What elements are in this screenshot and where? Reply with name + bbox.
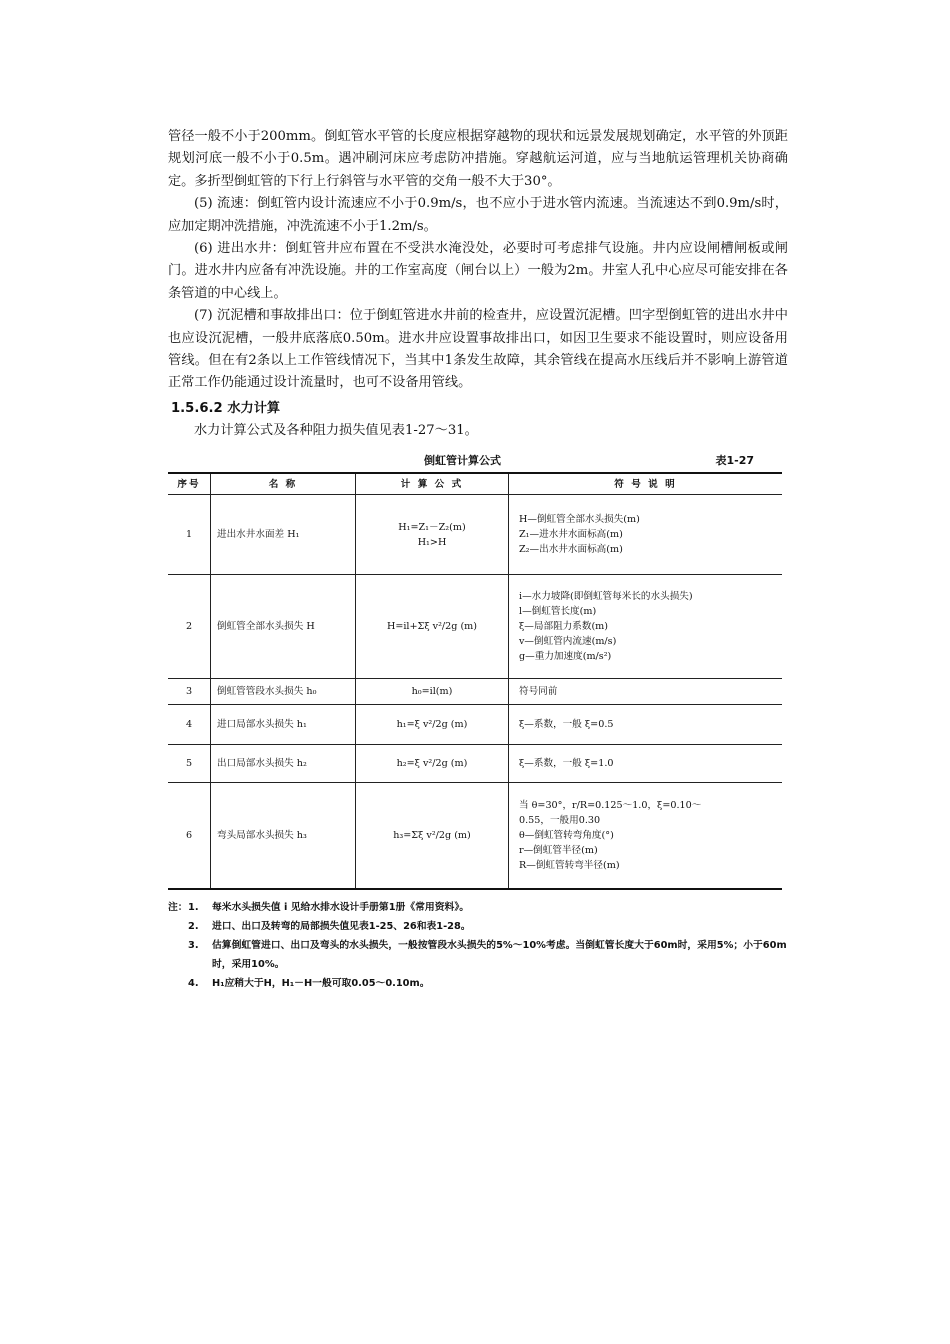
formula-line: h₀=il(m) bbox=[411, 686, 453, 698]
row-name: 进口局部水头损失 h₁ bbox=[211, 705, 356, 745]
symbol-line: R—倒虹管转弯半径(m) bbox=[519, 860, 620, 872]
row-no: 3 bbox=[168, 679, 211, 705]
header-formula: 计 算 公 式 bbox=[356, 473, 509, 495]
header-no: 序号 bbox=[168, 473, 211, 495]
formula-line: h₂=ξ v²/2g (m) bbox=[396, 758, 468, 770]
symbol-line: 符号同前 bbox=[519, 686, 558, 698]
symbol-line: ξ—系数，一般 ξ=1.0 bbox=[519, 758, 614, 770]
table-row bbox=[168, 679, 782, 705]
formula-line: H₁=Z₁－Z₂(m) bbox=[398, 521, 466, 533]
row-name: 进出水井水面差 H₁ bbox=[211, 495, 356, 575]
section-intro: 水力计算公式及各种阻力损失值见表1-27～31。 bbox=[194, 422, 478, 438]
formula-table bbox=[168, 472, 782, 890]
note-text: 进口、出口及转弯的局部损失值见表1-25、26和表1-28。 bbox=[212, 920, 471, 932]
table-row bbox=[168, 783, 782, 889]
table-row bbox=[168, 745, 782, 783]
row-no: 4 bbox=[168, 705, 211, 745]
row-formula bbox=[356, 745, 509, 783]
row-no: 5 bbox=[168, 745, 211, 783]
header-name: 名 称 bbox=[211, 473, 356, 495]
row-symbols bbox=[509, 783, 783, 889]
note-item bbox=[168, 936, 788, 974]
row-symbols bbox=[509, 705, 783, 745]
symbol-line: r—倒虹管半径(m) bbox=[519, 845, 598, 857]
row-symbols bbox=[509, 679, 783, 705]
note-item bbox=[168, 974, 788, 993]
symbol-line: Z₂—出水井水面标高(m) bbox=[519, 544, 623, 556]
table-row bbox=[168, 705, 782, 745]
row-no: 6 bbox=[168, 783, 211, 889]
header-symbols: 符 号 说 明 bbox=[509, 473, 783, 495]
symbol-line: g—重力加速度(m/s²) bbox=[519, 651, 612, 663]
note-number: 3. bbox=[188, 939, 199, 951]
row-formula bbox=[356, 705, 509, 745]
note-text: 每米水头损失值 i 见给水排水设计手册第1册《常用资料》。 bbox=[212, 901, 470, 913]
formula-line: h₁=ξ v²/2g (m) bbox=[396, 719, 468, 731]
row-name: 倒虹管管段水头损失 h₀ bbox=[211, 679, 356, 705]
symbol-line: ξ—局部阻力系数(m) bbox=[519, 621, 609, 633]
note-number: 4. bbox=[188, 977, 199, 989]
row-formula bbox=[356, 495, 509, 575]
page-content bbox=[168, 126, 788, 993]
row-symbols bbox=[509, 745, 783, 783]
note-item bbox=[168, 898, 788, 917]
table-row bbox=[168, 575, 782, 679]
table-caption bbox=[168, 450, 788, 472]
row-no: 1 bbox=[168, 495, 211, 575]
paragraph-velocity: (5) 流速：倒虹管内设计流速应不小于0.9m/s，也不应小于进水管内流速。当流速达不到0.9m/s时，应加定期冲洗措施，冲洗流速不小于1.2m/s。 bbox=[168, 196, 788, 234]
paragraph-wells: (6) 进出水井：倒虹管井应布置在不受洪水淹没处，必要时可考虑排气设施。井内应设闸槽闸板或闸门。进水井内应备有冲洗设施。井的工作室高度（闸台以上）一般为2m。井室人孔中心应尽可能安排在各条管道的中心线上。 bbox=[168, 241, 788, 301]
notes-label: 注： bbox=[168, 901, 188, 913]
symbol-line: v—倒虹管内流速(m/s) bbox=[519, 636, 617, 648]
symbol-line: 0.55，一般用0.30 bbox=[519, 815, 601, 827]
row-name: 出口局部水头损失 h₂ bbox=[211, 745, 356, 783]
row-no: 2 bbox=[168, 575, 211, 679]
row-formula bbox=[356, 679, 509, 705]
formula-line: H=il+Σξ v²/2g (m) bbox=[386, 621, 478, 633]
row-symbols bbox=[509, 575, 783, 679]
symbol-line: ξ—系数，一般 ξ=0.5 bbox=[519, 719, 614, 731]
symbol-line: H—倒虹管全部水头损失(m) bbox=[519, 514, 640, 526]
row-formula bbox=[356, 783, 509, 889]
note-text: H₁应稍大于H，H₁－H一般可取0.05～0.10m。 bbox=[212, 977, 430, 989]
symbol-line: i—水力坡降(即倒虹管每米长的水头损失) bbox=[519, 591, 693, 603]
formula-line: h₃=Σξ v²/2g (m) bbox=[393, 830, 471, 842]
symbol-line: 当 θ=30°，r/R=0.125～1.0，ξ=0.10～ bbox=[519, 800, 702, 812]
formula-line: H₁>H bbox=[417, 536, 447, 548]
row-name: 倒虹管全部水头损失 H bbox=[211, 575, 356, 679]
row-name: 弯头局部水头损失 h₃ bbox=[211, 783, 356, 889]
table-row bbox=[168, 495, 782, 575]
table-notes bbox=[168, 898, 788, 993]
symbol-line: θ—倒虹管转弯角度(°) bbox=[519, 830, 614, 842]
note-number: 2. bbox=[188, 920, 199, 932]
paragraph-pipe-diameter: 管径一般不小于200mm。倒虹管水平管的长度应根据穿越物的现状和远景发展规划确定，水平管的外顶距规划河底一般不小于0.5m。遇冲刷河床应考虑防冲措施。穿越航运河道，应与当地航运管理机关协商确定。多折型倒虹管的下行上行斜管与水平管的交角一般不大于30°。 bbox=[168, 129, 788, 189]
note-item bbox=[168, 917, 788, 936]
table-header-row bbox=[168, 473, 782, 495]
section-heading: 1.5.6.2 水力计算 bbox=[171, 400, 281, 416]
symbol-line: l—倒虹管长度(m) bbox=[519, 606, 597, 618]
paragraph-sediment-trough: (7) 沉泥槽和事故排出口：位于倒虹管进水井前的检查井，应设置沉泥槽。凹字型倒虹管的进出水井中也应设沉泥槽，一般井底落底0.50m。进水井应设置事故排出口，如因卫生要求不能设置时，则应设备用管线。但在有2条以上工作管线情况下，当其中1条发生故障，其余管线在提高水压线后并不影响上游管道正常工作仍能通过设计流量时，也可不设备用管线。 bbox=[168, 308, 788, 391]
note-text: 估算倒虹管进口、出口及弯头的水头损失，一般按管段水头损失的5%～10%考虑。当倒虹管长度大于60m时，采用5%；小于60m时，采用10%。 bbox=[212, 939, 787, 970]
row-symbols bbox=[509, 495, 783, 575]
row-formula bbox=[356, 575, 509, 679]
note-number: 1. bbox=[188, 901, 199, 913]
table-number: 表1-27 bbox=[715, 454, 754, 468]
symbol-line: Z₁—进水井水面标高(m) bbox=[519, 529, 623, 541]
table-title: 倒虹管计算公式 bbox=[424, 454, 501, 468]
